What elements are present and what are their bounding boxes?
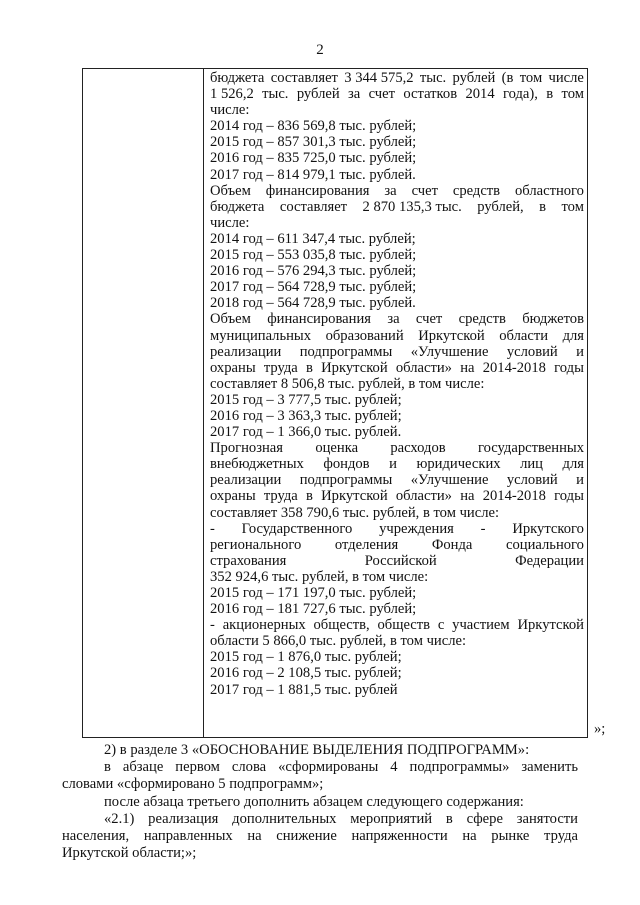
word: Иркутской xyxy=(321,359,388,376)
word: мероприятий xyxy=(350,810,433,827)
text-line: составляет 8 506,8 тыс. рублей, в том числе: xyxy=(210,375,485,392)
word: «2.1) xyxy=(104,810,135,827)
word: обществ xyxy=(377,617,431,634)
word: средств xyxy=(452,182,501,199)
word: средств xyxy=(458,311,506,328)
paragraph-line xyxy=(62,828,578,845)
word: страхования xyxy=(210,552,287,569)
word: области» xyxy=(395,488,452,505)
word: составляет xyxy=(270,70,338,86)
word: в xyxy=(104,759,111,776)
word: снижение xyxy=(276,828,337,845)
word: «Улучшение xyxy=(410,472,489,489)
word: рублей xyxy=(296,86,340,103)
word: подпрограммы» xyxy=(409,759,510,776)
word: 4 xyxy=(390,759,398,776)
table-column-divider xyxy=(203,69,204,737)
text-line: 2014 год – 836 569,8 тыс. рублей; xyxy=(210,118,417,135)
word: том xyxy=(561,86,584,103)
paragraph-line xyxy=(62,759,578,776)
text-line xyxy=(210,328,584,344)
word: в xyxy=(306,359,313,376)
paragraph-line: словами «сформировано 5 подпрограмм»; xyxy=(62,776,324,793)
word: Объем xyxy=(210,182,251,199)
word: - xyxy=(210,617,215,634)
word: с xyxy=(437,617,445,634)
text-line xyxy=(210,456,584,472)
word: том xyxy=(561,198,584,215)
word: Федерации xyxy=(515,552,584,569)
text-line: 2017 год – 564 728,9 тыс. рублей; xyxy=(210,279,417,296)
word: областного xyxy=(514,182,584,199)
word: Российской xyxy=(364,552,437,569)
word: охраны xyxy=(210,359,256,376)
word: года), xyxy=(503,86,538,103)
word: тыс. xyxy=(262,86,289,103)
word: напряженности xyxy=(351,828,448,845)
word: (в xyxy=(501,70,514,86)
text-line: 2017 год – 814 979,1 тыс. рублей. xyxy=(210,166,416,183)
word: Иркутского xyxy=(512,520,584,537)
text-line xyxy=(210,199,584,215)
text-line: 2014 год – 611 347,4 тыс. рублей; xyxy=(210,230,416,247)
word: абзаце xyxy=(122,759,164,776)
text-line: 2016 год – 2 108,5 тыс. рублей; xyxy=(210,665,402,682)
word: государственных xyxy=(477,440,584,457)
paragraph-line xyxy=(62,811,578,828)
text-line xyxy=(210,488,584,504)
text-line xyxy=(210,553,584,569)
word: финансирования xyxy=(265,182,370,199)
text-line: 2018 год – 564 728,9 тыс. рублей. xyxy=(210,295,416,312)
word: Фонда xyxy=(431,536,473,553)
word: муниципальных xyxy=(210,327,312,344)
word: Государственного xyxy=(241,520,353,537)
program-passport-table xyxy=(82,68,588,738)
word: труда xyxy=(544,828,578,845)
text-line xyxy=(210,440,584,456)
word: финансирования xyxy=(267,311,371,328)
word: бюджета xyxy=(210,198,265,215)
text-line xyxy=(210,183,584,199)
word: тыс. xyxy=(419,70,447,86)
word: в xyxy=(445,810,453,827)
word: области» xyxy=(395,359,452,376)
word: лиц xyxy=(520,456,543,473)
text-line xyxy=(210,311,584,327)
word: 2014-2018 xyxy=(482,488,546,505)
word: слова xyxy=(231,759,267,776)
word: образований xyxy=(325,327,404,344)
word: труда xyxy=(263,359,298,376)
word: фондов xyxy=(323,456,370,473)
word: «Улучшение xyxy=(410,343,489,360)
word: заменить xyxy=(521,759,578,776)
word: и xyxy=(389,456,397,473)
word: за xyxy=(348,86,361,103)
word: - xyxy=(210,520,215,537)
word: составляет xyxy=(279,198,348,215)
word: 3 344 575,2 xyxy=(344,70,414,86)
text-line xyxy=(210,360,584,376)
word: учреждения xyxy=(379,520,454,537)
text-line xyxy=(210,86,584,102)
word: населения, xyxy=(62,828,130,845)
word: в xyxy=(306,488,313,505)
word: реализации xyxy=(210,343,282,360)
text-line xyxy=(210,70,584,86)
word: на xyxy=(460,488,475,505)
word: подпрограммы xyxy=(299,343,393,360)
word: подпрограммы xyxy=(299,472,393,489)
text-line: 2017 год – 1 881,5 тыс. рублей xyxy=(210,681,398,698)
word: Иркутской xyxy=(418,327,485,344)
word: оценка xyxy=(315,440,359,457)
text-line: 2016 год – 3 363,3 тыс. рублей; xyxy=(210,407,402,424)
word: внебюджетных xyxy=(210,456,304,473)
word: первом xyxy=(175,759,220,776)
word: реализации xyxy=(210,472,282,489)
word: сфере xyxy=(466,810,503,827)
word: - xyxy=(480,520,486,537)
text-line: составляет 358 790,6 тыс. рублей, в том числе: xyxy=(210,504,500,521)
word: в xyxy=(539,198,547,215)
word: занятости xyxy=(516,810,578,827)
word: «сформированы xyxy=(278,759,379,776)
text-line: числе: xyxy=(210,214,250,231)
closing-quote-mark: »; xyxy=(594,721,606,737)
word: на xyxy=(462,828,477,845)
paragraph-line: 2) в разделе 3 «ОБОСНОВАНИЕ ВЫДЕЛЕНИЯ ПОДПРОГРАММ»: xyxy=(104,742,530,758)
text-line: 2015 год – 3 777,5 тыс. рублей; xyxy=(210,391,402,408)
word: расходов xyxy=(390,440,446,457)
text-line xyxy=(210,537,584,553)
word: годы xyxy=(554,359,584,376)
text-line: 352 924,6 тыс. рублей, в том числе: xyxy=(210,568,429,585)
text-line xyxy=(210,472,584,488)
word: дополнительных xyxy=(232,810,337,827)
word: регионального xyxy=(210,536,302,553)
word: счет xyxy=(411,182,438,199)
word: и xyxy=(576,472,584,489)
text-line xyxy=(210,344,584,360)
word: и xyxy=(576,343,584,360)
text-line: числе: xyxy=(210,102,250,119)
word: 2 870 135,3 тыс. xyxy=(362,198,462,215)
word: рублей xyxy=(452,70,496,86)
word: остатков xyxy=(403,86,458,103)
word: 2014 xyxy=(465,86,495,103)
paragraph-line: после абзаца третьего дополнить абзацем следующего содержания: xyxy=(104,793,524,810)
word: Иркутской xyxy=(517,617,584,634)
amendment-paragraphs xyxy=(62,742,578,862)
word: отделения xyxy=(334,536,399,553)
word: участием xyxy=(452,617,510,634)
text-line xyxy=(210,617,584,633)
text-line: области 5 866,0 тыс. рублей, в том числе: xyxy=(210,633,467,650)
word: счет xyxy=(415,311,443,328)
word: на xyxy=(460,359,475,376)
text-line: 2017 год – 1 366,0 тыс. рублей. xyxy=(210,424,402,441)
word: социального xyxy=(506,536,584,553)
word: 1 526,2 xyxy=(210,86,254,103)
funding-cell xyxy=(210,70,584,698)
word: юридических xyxy=(416,456,501,473)
paragraph-line: Иркутской области;»; xyxy=(62,845,197,862)
word: числе xyxy=(548,70,584,86)
word: реализация xyxy=(148,810,219,827)
word: 2014-2018 xyxy=(482,359,546,376)
word: на xyxy=(247,828,262,845)
word: за xyxy=(387,311,400,328)
word: охраны xyxy=(210,488,256,505)
word: для xyxy=(562,456,584,473)
word: направленных xyxy=(143,828,233,845)
word: труда xyxy=(263,488,298,505)
word: для xyxy=(562,327,584,344)
text-line: 2016 год – 835 725,0 тыс. рублей; xyxy=(210,150,417,167)
word: в xyxy=(546,86,554,103)
page-number: 2 xyxy=(316,42,324,58)
text-line: 2016 год – 181 727,6 тыс. рублей; xyxy=(210,601,417,618)
word: акционерных xyxy=(222,617,306,634)
text-line: 2015 год – 857 301,3 тыс. рублей; xyxy=(210,134,417,151)
word: бюджетов xyxy=(522,311,584,328)
word: бюджета xyxy=(210,70,265,86)
text-line: 2016 год – 576 294,3 тыс. рублей; xyxy=(210,263,417,280)
word: условий xyxy=(506,343,558,360)
word: рублей, xyxy=(477,198,524,215)
text-line: 2015 год – 171 197,0 тыс. рублей; xyxy=(210,585,417,601)
text-line: 2015 год – 553 035,8 тыс. рублей; xyxy=(210,247,417,264)
word: рынке xyxy=(491,828,530,845)
text-line xyxy=(210,521,584,537)
word: обществ, xyxy=(313,617,370,634)
word: Иркутской xyxy=(321,488,388,505)
word: условий xyxy=(506,472,558,489)
word: области xyxy=(499,327,549,344)
word: Прогнозная xyxy=(210,440,283,457)
text-line: 2015 год – 1 876,0 тыс. рублей; xyxy=(210,649,402,666)
word: годы xyxy=(554,488,584,505)
word: за xyxy=(384,182,397,199)
word: счет xyxy=(368,86,396,103)
word: том xyxy=(519,70,543,86)
word: Объем xyxy=(210,311,251,328)
